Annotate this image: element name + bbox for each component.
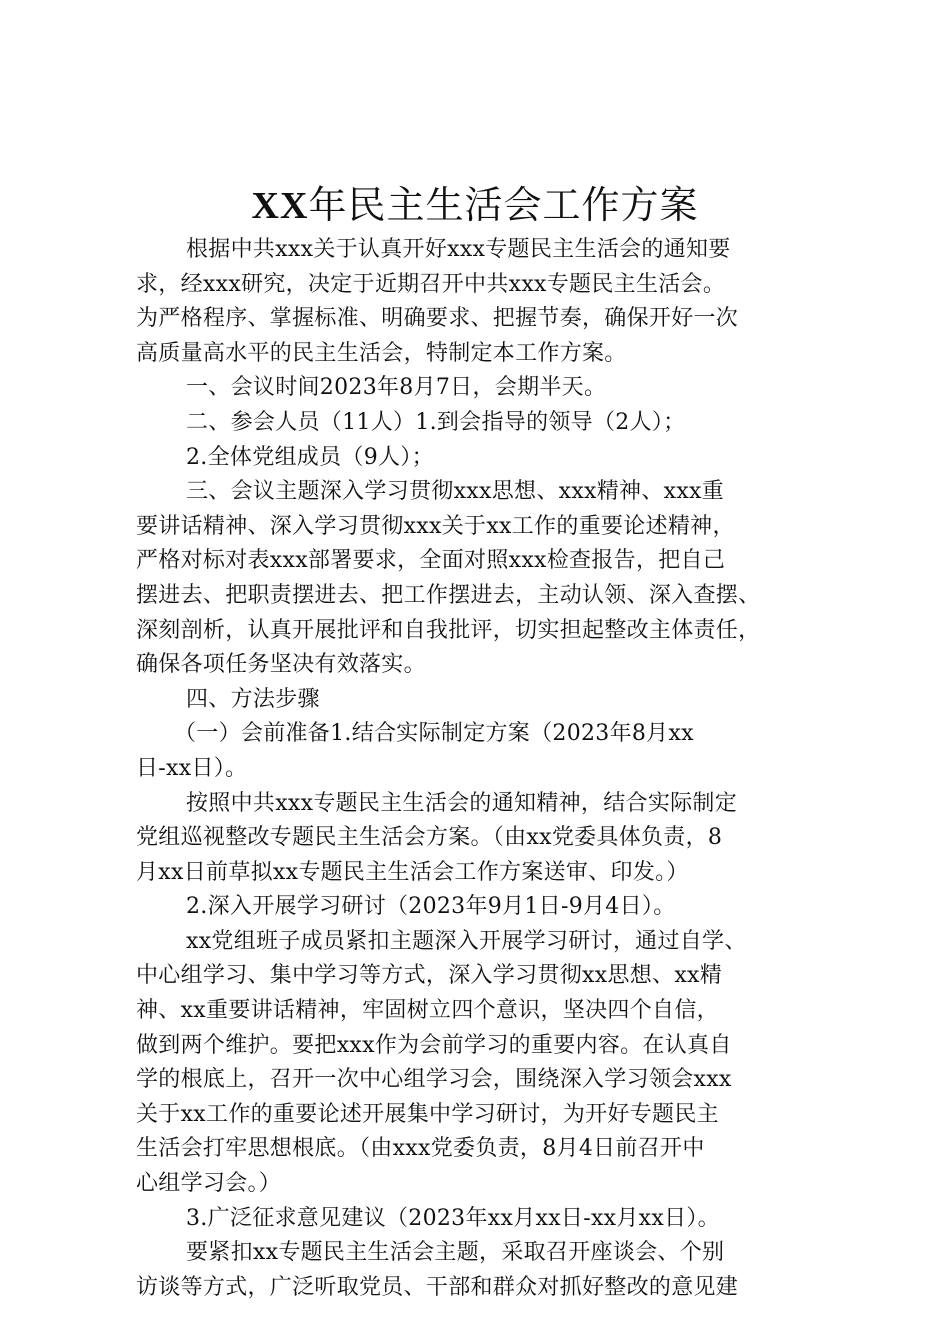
paragraph-line: 为严格程序、掌握标准、明确要求、把握节奏，确保开好一次 <box>136 306 739 332</box>
section-heading-theme: 三、会议主题深入学习贯彻xxx思想、xxx精神、xxx重 <box>186 479 725 505</box>
paragraph-line: 生活会打牢思想根底。（由xxx党委负责，8月4日前召开中 <box>136 1136 705 1162</box>
paragraph-line: 要讲话精神、深入学习贯彻xxx关于xx工作的重要论述精神， <box>136 513 735 539</box>
paragraph-line: 高质量高水平的民主生活会，特制定本工作方案。 <box>136 340 627 366</box>
section-heading-attendees: 二、参会人员（11人）1.到会指导的领导（2人）； <box>186 409 686 435</box>
paragraph-line: 2.全体党组成员（9人）； <box>186 444 434 470</box>
section-heading-steps: 四、方法步骤 <box>186 686 320 712</box>
section-heading-time: 一、会议时间2023年8月7日，会期半天。 <box>186 375 607 401</box>
paragraph-line: 按照中共xxx专题民主生活会的通知精神，结合实际制定 <box>186 790 738 816</box>
title-text: 年民主生活会工作方案 <box>308 183 699 227</box>
paragraph-line: 日-xx日）。 <box>136 755 248 781</box>
paragraph-line: 访谈等方式，广泛听取党员、干部和群众对抓好整改的意见建 <box>136 1274 739 1300</box>
paragraph-line: 党组巡视整改专题民主生活会方案。（由xx党委具体负责，8 <box>136 825 723 851</box>
paragraph-line: 求，经xxx研究，决定于近期召开中共xxx专题民主生活会。 <box>136 271 726 297</box>
paragraph-line: 要紧扣xx专题民主生活会主题，采取召开座谈会、个别 <box>186 1240 725 1266</box>
title-latin: XX <box>251 185 309 227</box>
paragraph-line: 学的根底上，召开一次中心组学习会，围绕深入学习领会xxx <box>136 1067 732 1093</box>
subsection-heading-prep: （一）会前准备1.结合实际制定方案（2023年8月xx <box>174 721 694 747</box>
paragraph-line: 月xx日前草拟xx专题民主生活会工作方案送审、印发。） <box>136 859 689 885</box>
paragraph-line: 中心组学习、集中学习等方式，深入学习贯彻xx思想、xx精 <box>136 963 723 989</box>
paragraph-line: 根据中共xxx关于认真开好xxx专题民主生活会的通知要 <box>186 237 731 262</box>
paragraph-line: 深刻剖析，认真开展批评和自我批评，切实担起整改主体责任， <box>136 617 761 643</box>
paragraph-line: 摆进去、把职责摆进去、把工作摆进去，主动认领、深入查摆、 <box>136 582 761 608</box>
paragraph-line: 严格对标对表xxx部署要求，全面对照xxx检查报告，把自己 <box>136 548 726 574</box>
subsection-heading-opinions: 3.广泛征求意见建议（2023年xx月xx日-xx月xx日）。 <box>186 1205 720 1231</box>
paragraph-line: xx党组班子成员紧扣主题深入开展学习研讨，通过自学、 <box>186 928 747 954</box>
document-title <box>0 180 950 231</box>
document-body <box>136 233 836 1305</box>
subsection-heading-study: 2.深入开展学习研讨（2023年9月1日-9月4日）。 <box>186 894 676 920</box>
paragraph-line: 做到两个维护。要把xxx作为会前学习的重要内容。在认真自 <box>136 1032 732 1058</box>
paragraph-line: 心组学习会。） <box>136 1171 282 1197</box>
paragraph-line: 关于xx工作的重要论述开展集中学习研讨，为开好专题民主 <box>136 1101 719 1127</box>
paragraph-line: 确保各项任务坚决有效落实。 <box>136 652 426 678</box>
paragraph-line: 神、xx重要讲话精神，牢固树立四个意识，坚决四个自信， <box>136 998 719 1024</box>
